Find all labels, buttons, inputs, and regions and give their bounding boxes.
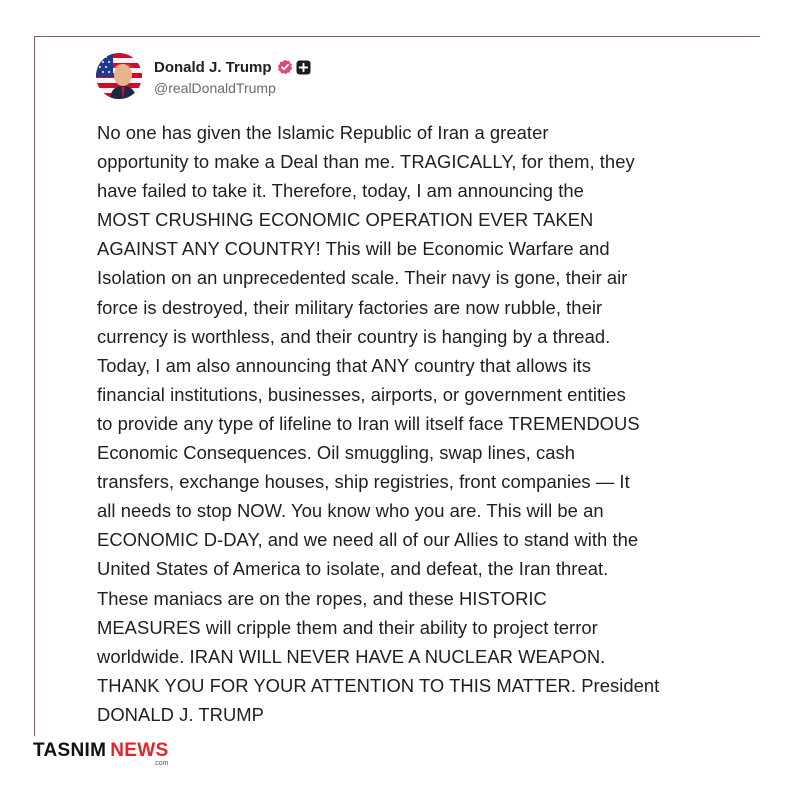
post-text-line: all needs to stop NOW. You know who you are. This will be an <box>97 500 604 522</box>
post-header <box>96 50 311 102</box>
watermark-suffix: .com <box>153 760 169 767</box>
post-text-line: ECONOMIC D-DAY, and we need all of our Allies to stand with the <box>97 529 639 551</box>
tasnim-news-watermark <box>33 740 168 774</box>
post-text-line: Economic Consequences. Oil smuggling, swap lines, cash <box>97 442 576 464</box>
post-text-line: AGAINST ANY COUNTRY! This will be Economic Warfare and <box>97 238 610 260</box>
post-text-line: transfers, exchange houses, ship registries, front companies — It <box>97 471 630 493</box>
post-text-line: to provide any type of lifeline to Iran will itself face TREMENDOUS <box>97 412 640 434</box>
post-text-line: No one has given the Islamic Republic of Iran a greater <box>97 122 549 143</box>
author-handle[interactable]: @realDonaldTrump <box>154 80 276 96</box>
post-text-line: MOST CRUSHING ECONOMIC OPERATION EVER TAKEN <box>97 209 594 231</box>
post-text-line: financial institutions, businesses, airports, or government entities <box>97 383 626 405</box>
author-display-name[interactable]: Donald J. Trump <box>154 58 272 76</box>
name-row <box>154 56 311 78</box>
watermark-news: NEWS <box>110 740 169 761</box>
post-text-line: opportunity to make a Deal than me. TRAGICALLY, for them, they <box>97 151 635 173</box>
post-text-line: worldwide. IRAN WILL NEVER HAVE A NUCLEAR WEAPON. <box>97 645 606 667</box>
watermark-brand: TASNIM <box>33 740 107 761</box>
flag-portrait-avatar-icon <box>96 53 142 99</box>
post-text-line: These maniacs are on the ropes, and these HISTORIC <box>97 587 547 609</box>
avatar[interactable] <box>96 53 142 99</box>
post-text-line: Today, I am also announcing that ANY country that allows its <box>97 354 592 376</box>
post-text-line: DONALD J. TRUMP <box>97 703 264 725</box>
post-text-line: THANK YOU FOR YOUR ATTENTION TO THIS MATTER. President <box>97 674 660 696</box>
author-identity <box>154 56 311 96</box>
post-body-text <box>97 118 717 729</box>
post-text-line: have failed to take it. Therefore, today, I am announcing the <box>97 180 584 202</box>
post-text-line: force is destroyed, their military factories are now rubble, their <box>97 296 603 318</box>
frame-border-top <box>34 36 760 37</box>
post-text-line: currency is worthless, and their country is hanging by a thread. <box>97 325 611 347</box>
post-text-line: MEASURES will cripple them and their ability to project terror <box>97 616 598 638</box>
post-text-line: Isolation on an unprecedented scale. Their navy is gone, their air <box>97 267 628 289</box>
verified-badge-icon <box>277 59 293 75</box>
frame-border-left <box>34 36 35 736</box>
watermark-news-wrap <box>110 740 169 767</box>
plus-square-icon[interactable] <box>296 60 311 75</box>
post-text-line: United States of America to isolate, and defeat, the Iran threat. <box>97 558 609 580</box>
